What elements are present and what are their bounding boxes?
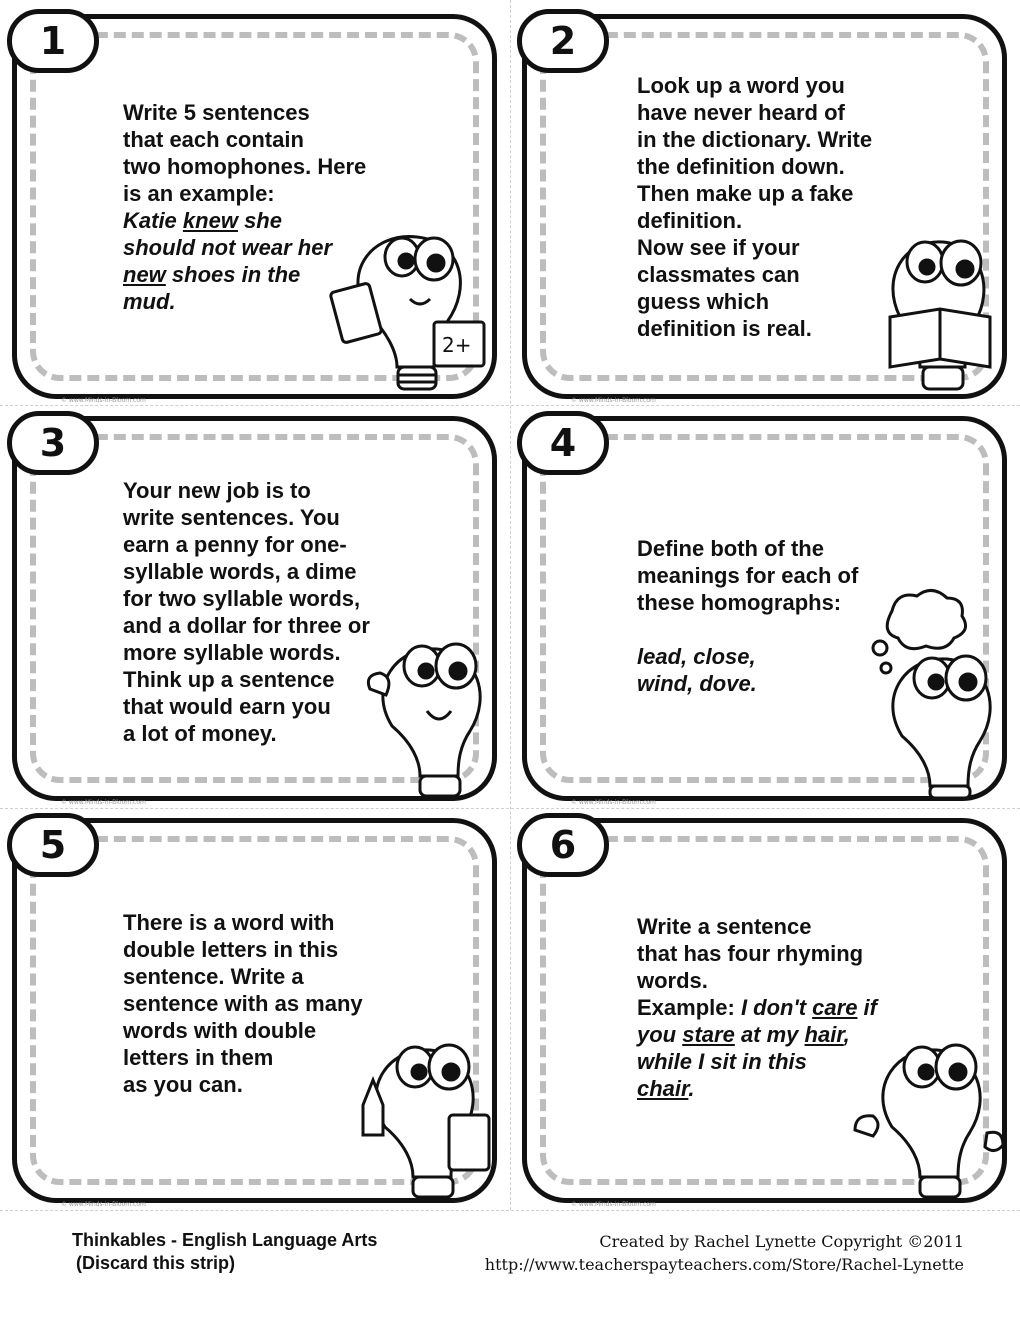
card-instructions: Define both of the meanings for each of these homographs: lead, close, wind, dove. bbox=[637, 536, 859, 696]
tablet-icon bbox=[449, 1115, 489, 1170]
card-instructions: There is a word with double letters in this sentence. Write a sentence with as many words with double letters in them as you can. bbox=[123, 910, 363, 1097]
lightbulb-mascot-icon bbox=[862, 586, 1007, 801]
example-sentence: Katie knew she should not wear her new shoes in the mud. bbox=[123, 208, 333, 314]
card-number-badge: 3 bbox=[7, 411, 99, 475]
task-card-3 bbox=[12, 416, 497, 806]
card-credit: © www.Minds-in-Bloom.com bbox=[571, 397, 656, 404]
svg-text:2+: 2+ bbox=[442, 333, 472, 357]
footer-copyright: Created by Rachel Lynette Copyright ©2011 bbox=[599, 1232, 964, 1251]
card-credit: © www.Minds-in-Bloom.com bbox=[61, 799, 146, 806]
task-card-2 bbox=[522, 14, 1007, 404]
card-number-badge: 6 bbox=[517, 813, 609, 877]
math-slate-icon bbox=[434, 322, 484, 366]
task-card-1 bbox=[12, 14, 497, 404]
card-instructions: Your new job is to write sentences. You earn a penny for one- syllable words, a dime for two syllable words, and a dollar for three or more syllable words. Think up a sentence that would earn you a lot of money. bbox=[123, 478, 370, 746]
card-instructions: Write 5 sentences that each contain two homophones. Here is an example: Katie knew she should not wear her new shoes in the mud. bbox=[123, 100, 367, 314]
card-credit: © www.Minds-in-Bloom.com bbox=[571, 799, 656, 806]
card-instructions: Write a sentence that has four rhyming words. Example: I don't care if you stare at my hair, while I sit in this chair. bbox=[637, 914, 877, 1101]
card-number-badge: 4 bbox=[517, 411, 609, 475]
card-credit: © www.Minds-in-Bloom.com bbox=[61, 397, 146, 404]
lightbulb-mascot-icon bbox=[345, 1035, 495, 1203]
book-icon bbox=[890, 309, 990, 367]
lightbulb-mascot-icon bbox=[875, 227, 1005, 397]
task-card-5 bbox=[12, 818, 497, 1208]
cut-guide-vertical bbox=[510, 0, 511, 1210]
footer-discard-note: (Discard this strip) bbox=[76, 1253, 236, 1273]
card-number-badge: 5 bbox=[7, 813, 99, 877]
cut-guide-horizontal bbox=[0, 405, 1020, 406]
example-sentence: I don't care if you stare at my hair, while I sit in this chair. bbox=[637, 995, 877, 1101]
card-credit: © www.Minds-in-Bloom.com bbox=[571, 1201, 656, 1208]
cut-guide-horizontal bbox=[0, 808, 1020, 809]
footer-title: Thinkables - English Language Arts bbox=[72, 1230, 378, 1250]
homograph-list: lead, close, wind, dove. bbox=[637, 644, 757, 696]
task-card-4 bbox=[522, 416, 1007, 806]
card-instructions: Look up a word you have never heard of in the dictionary. Write the definition down. Then make up a fake definition. Now see if your classmates can guess which definition is real. bbox=[637, 73, 873, 341]
card-credit: © www.Minds-in-Bloom.com bbox=[61, 1201, 146, 1208]
task-card-6 bbox=[522, 818, 1007, 1208]
footer-url[interactable]: http://www.teacherspayteachers.com/Store/Rachel-Lynette bbox=[484, 1255, 964, 1274]
cut-guide-horizontal bbox=[0, 1210, 1020, 1211]
card-number-badge: 2 bbox=[517, 9, 609, 73]
lightbulb-mascot-icon bbox=[352, 631, 497, 801]
card-number-badge: 1 bbox=[7, 9, 99, 73]
